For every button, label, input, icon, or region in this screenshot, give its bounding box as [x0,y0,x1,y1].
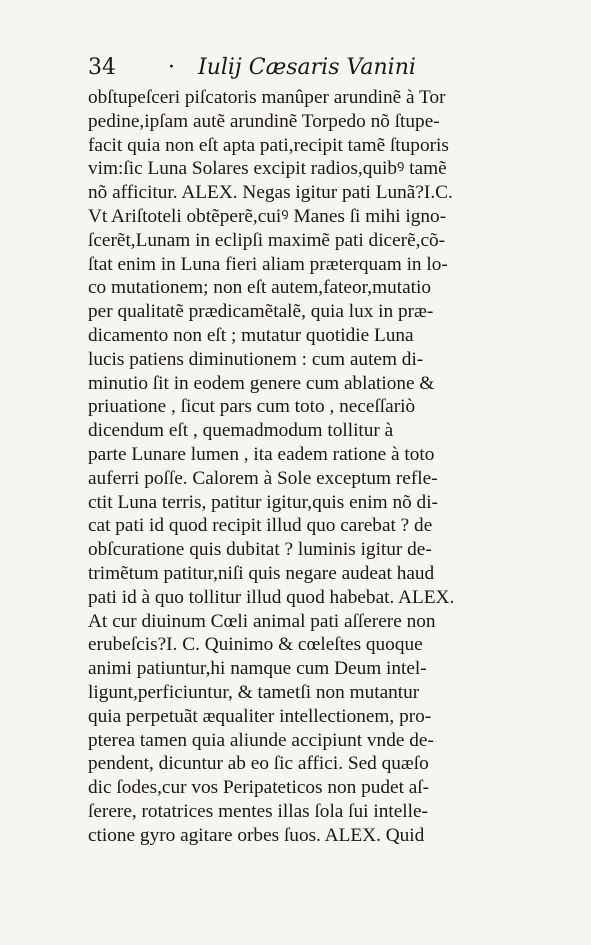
text-line: ſcerẽt,Lunam in eclipſi maximẽ pati dicerẽ,cõ- [88,229,446,251]
text-line: priuatione , ſicut pars cum toto , neceſſariò [88,396,416,418]
text-line: trimẽtum patitur,niſi quis negare audeat haud [88,562,435,584]
page-header [88,50,518,86]
text-line: vim:ſic Luna Solares excipit radios,quibꝰ tamẽ [88,158,447,180]
text-line: dic ſodes,cur vos Peripateticos non pudet aſ- [88,777,430,799]
text-line: pati id à quo tollitur illud quod habebat. ALEX. [88,586,455,608]
text-line: dicendum eſt , quemadmodum tollitur à [88,420,394,442]
text-line: ſtat enim in Luna fieri aliam præterquam in lo- [88,253,448,275]
text-line: obſcuratione quis dubitat ? luminis igitur de- [88,539,432,561]
text-line: ſerere, rotatrices mentes illas ſola ſui intelle- [88,800,428,822]
text-line: ligunt,perficiuntur, & tametſi non mutantur [88,681,420,703]
text-line: pedine,ipſam autẽ arundinẽ Torpedo nõ ſtupe- [88,110,440,132]
text-line: pterea tamen quia aliunde accipiunt vnde de- [88,729,434,751]
running-title: Iulij Cæsaris Vanini [198,55,416,80]
text-line: quia perpetuãt æqualiter intellectionem, pro- [88,705,432,727]
text-line: obſtupeſceri piſcatoris manûper arundinẽ à Tor [88,87,446,108]
page-number: 34 [88,55,116,80]
text-line: erubeſcis?I. C. Quinimo & cœleſtes quoque [88,634,423,656]
text-line: auferri poſſe. Calorem à Sole exceptum refle- [88,467,438,489]
header-ornament: · [168,55,175,80]
text-line: facit quia non eſt apta pati,recipit tamẽ ſtuporis [88,134,449,156]
text-line: minutio ſit in eodem genere cum ablatione & [88,372,435,394]
text-line: nõ afficitur. ALEX. Negas igitur pati Lunã?I.C. [88,182,453,204]
text-line: ctit Luna terris, patitur igitur,quis enim nõ di- [88,491,438,513]
text-line: Vt Ariſtoteli obtẽperẽ,cuiꝰ Manes ſi mihi igno- [88,205,447,227]
text-line: parte Lunare lumen , ita eadem ratione à toto [88,443,435,465]
text-body [88,86,518,848]
text-line: dicamento non eſt ; mutatur quotidie Luna [88,324,414,346]
text-line: cat pati id quod recipit illud quo carebat ? de [88,515,433,537]
text-line: ctione gyro agitare orbes ſuos. ALEX. Quid [88,824,425,846]
text-line: animi patiuntur,hi namque cum Deum intel- [88,658,427,680]
text-line: pendent, dicuntur ab eo ſic affici. Sed quæſo [88,753,429,775]
text-line: At cur diuinum Cœli animal pati aſſerere non [88,610,436,632]
text-line: per qualitatẽ prædicamẽtalẽ, quia lux in præ- [88,301,434,323]
text-line: co mutationem; non eſt autem,fateor,mutatio [88,277,431,299]
text-line: lucis patiens diminutionem : cum autem di- [88,348,424,370]
